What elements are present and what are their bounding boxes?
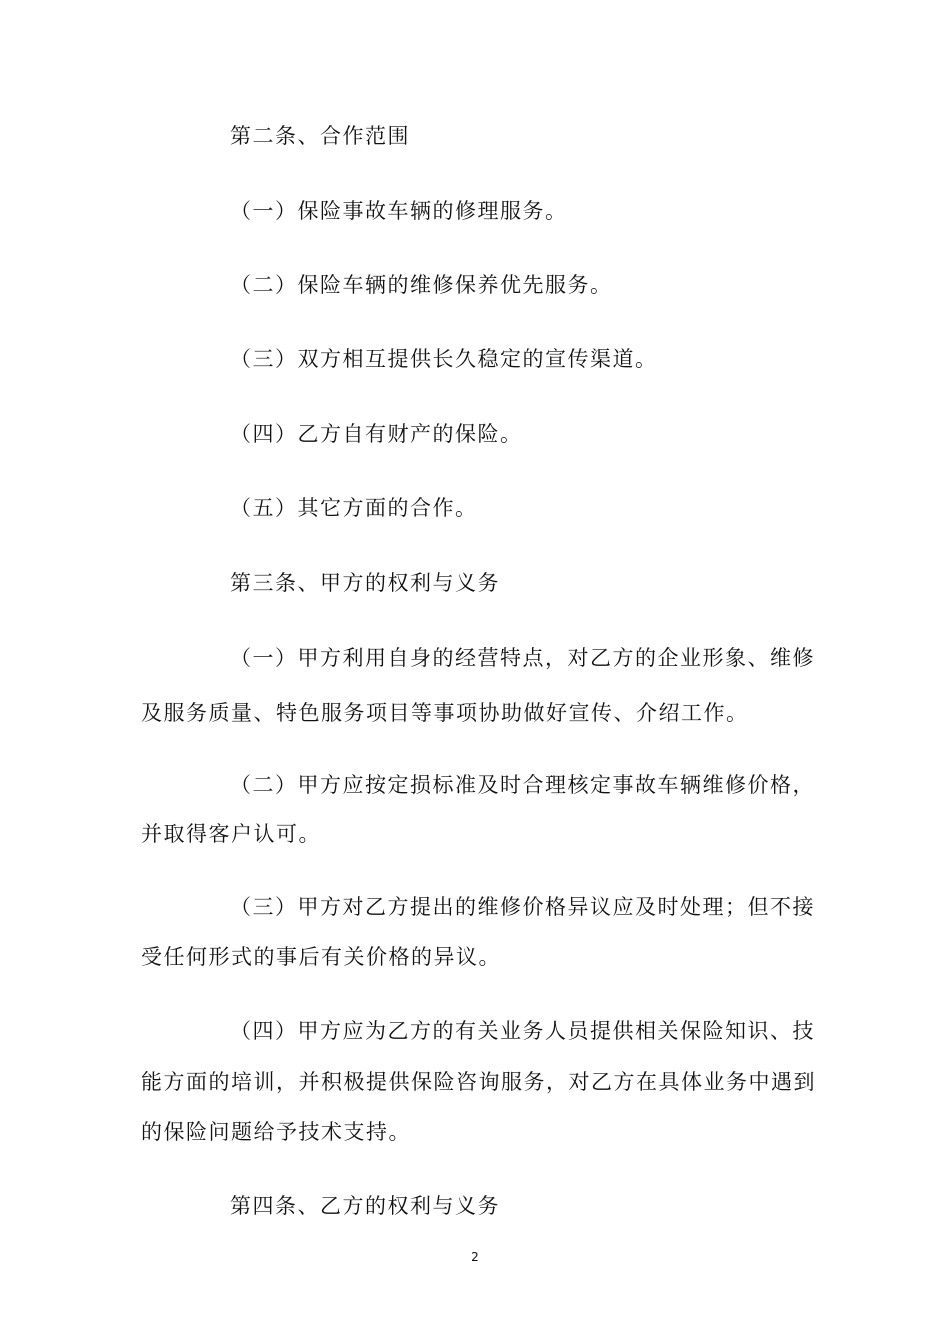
page-number: 2: [471, 1250, 479, 1264]
article-2-item-5: （五）其它方面的合作。: [230, 496, 478, 520]
article-3-para-4-line-2: 能方面的培训，并积极提供保险咨询服务，对乙方在具体业务中遇到: [141, 1070, 816, 1094]
article-2-item-4: （四）乙方自有财产的保险。: [230, 422, 523, 446]
article-3-heading: 第三条、甲方的权利与义务: [230, 571, 500, 595]
article-4-heading: 第四条、乙方的权利与义务: [230, 1194, 500, 1218]
article-3-para-3-line-2: 受任何形式的事后有关价格的异议。: [141, 945, 501, 969]
article-2-item-1: （一）保险事故车辆的修理服务。: [230, 199, 568, 223]
article-3-para-4-line-3: 的保险问题给予技术支持。: [141, 1120, 411, 1144]
article-2-heading: 第二条、合作范围: [230, 124, 410, 148]
article-3-para-4-line-1: （四）甲方应为乙方的有关业务人员提供相关保险知识、技: [230, 1019, 815, 1043]
article-3-para-2-line-1: （二）甲方应按定损标准及时合理核定事故车辆维修价格，: [230, 773, 815, 797]
article-2-item-3: （三）双方相互提供长久稳定的宣传渠道。: [230, 347, 658, 371]
article-3-para-2-line-2: 并取得客户认可。: [141, 822, 321, 846]
article-3-para-1-line-1: （一）甲方利用自身的经营特点，对乙方的企业形象、维修: [230, 646, 815, 670]
article-3-para-1-line-2: 及服务质量、特色服务项目等事项协助做好宣传、介绍工作。: [141, 701, 749, 725]
article-2-item-2: （二）保险车辆的维修保养优先服务。: [230, 273, 613, 297]
article-3-para-3-line-1: （三）甲方对乙方提出的维修价格异议应及时处理；但不接: [230, 895, 815, 919]
